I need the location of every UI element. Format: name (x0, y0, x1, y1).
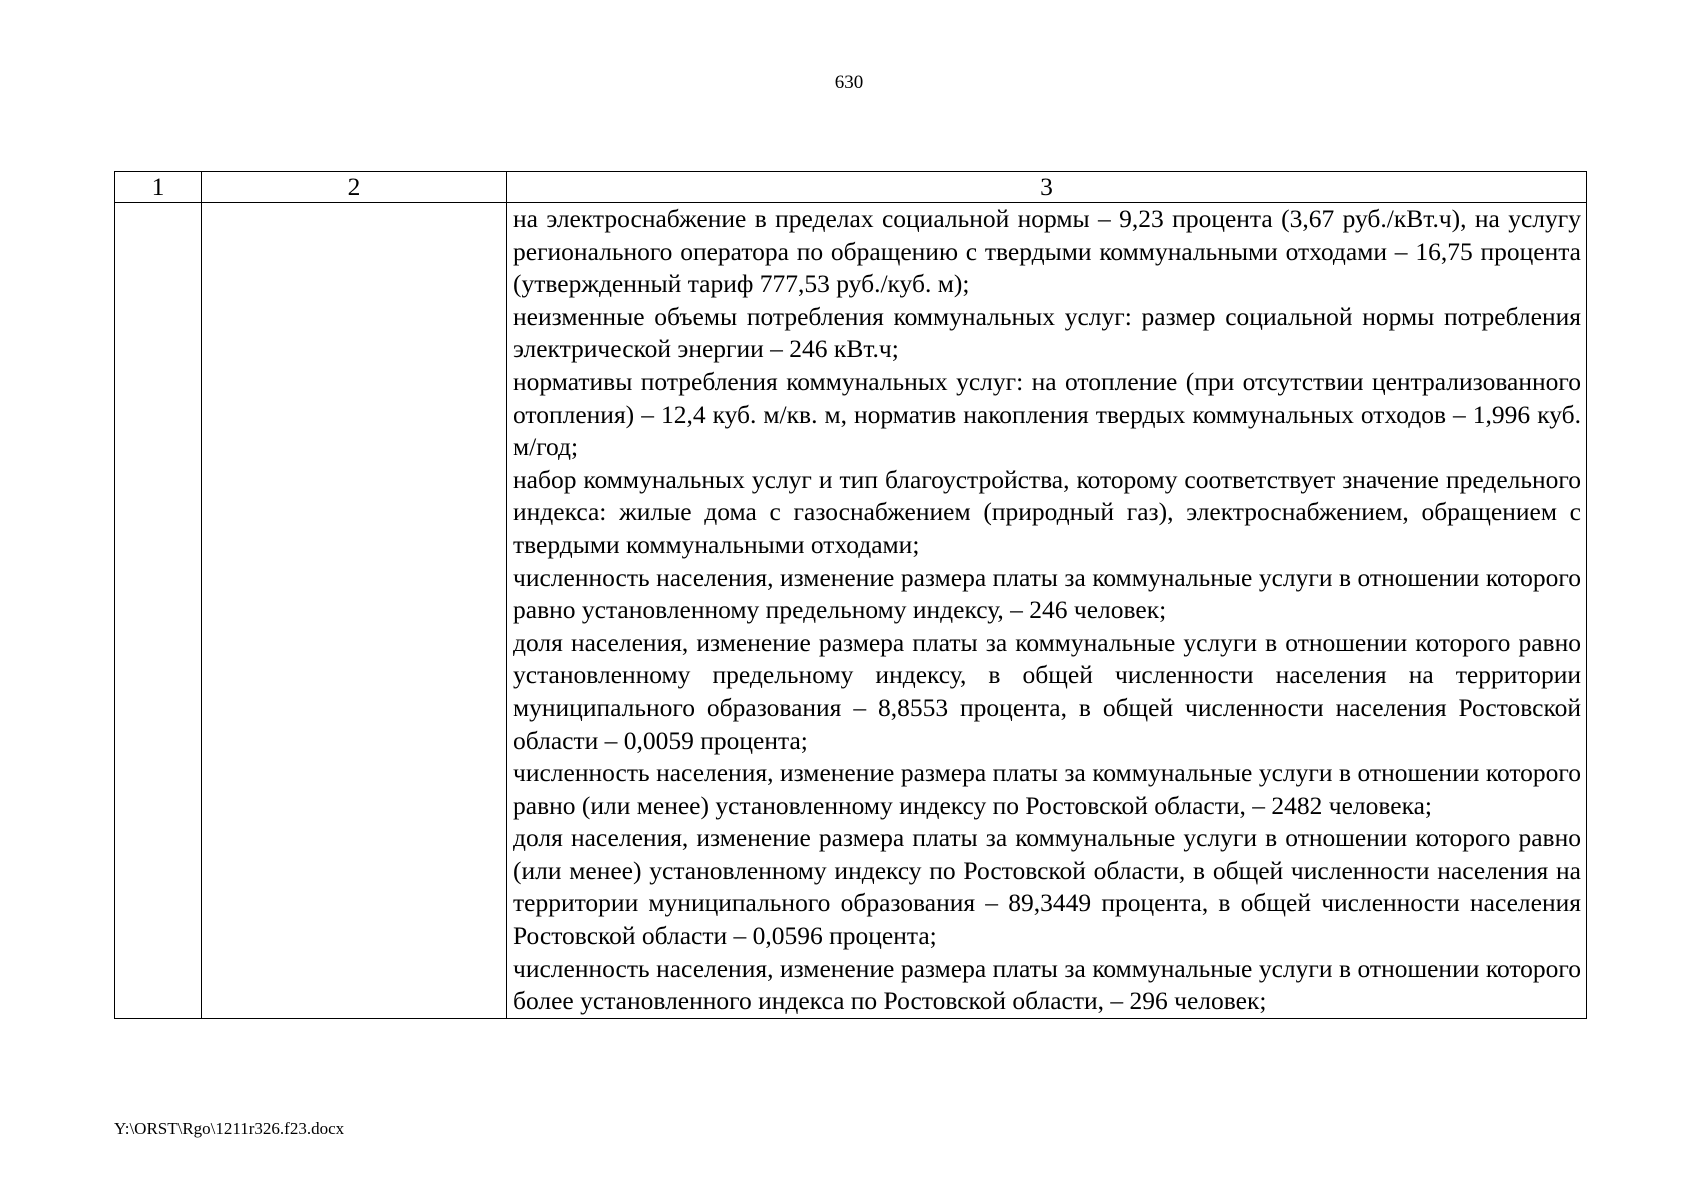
cell-col-1 (115, 203, 202, 1019)
table-row (115, 203, 1587, 1019)
column-header-1: 1 (115, 172, 202, 203)
column-header-3: 3 (507, 172, 1587, 203)
paragraph-electricity-tariff: на электроснабжение в пределах социальной нормы – 9,23 процента (3,67 руб./кВт.ч), на услугу регионального оператора по обращению с твердыми коммунальными отходами – 16,75 процента (утвержденный тариф 777,53 руб./куб. м); (513, 204, 1581, 299)
footer-file-path: Y:\ORST\Rgo\1211r326.f23.docx (114, 1119, 345, 1138)
paragraph-share-equal-index: доля населения, изменение размера платы за коммунальные услуги в отношении которого равно установленному предельному индексу, в общей численности населения на территории муниципального образования – 8,8553 процента, в общей численности населения Ростовской области – 0,0059 процента; (513, 627, 1581, 755)
paragraph-consumption-volumes: неизменные объемы потребления коммунальных услуг: размер социальной нормы потребления электрической энергии – 246 кВт.ч; (513, 301, 1581, 364)
cell-col-2 (202, 203, 507, 1019)
page-number: 630 (834, 72, 864, 93)
paragraph-population-equal-index: численность населения, изменение размера платы за коммунальные услуги в отношении которого равно установленному предельному индексу, – 246 человек; (513, 562, 1581, 625)
document-table (114, 171, 1587, 1019)
table-header-row (115, 172, 1587, 203)
paragraph-utility-set: набор коммунальных услуг и тип благоустройства, которому соответствует значение предельного индекса: жилые дома с газоснабжением (природный газ), электроснабжением, обращением с твердыми коммунальными отходами; (513, 464, 1581, 559)
paragraph-share-equal-or-less: доля населения, изменение размера платы за коммунальные услуги в отношении которого равно (или менее) установленному индексу по Ростовской области, в общей численности населения на территории муниципального образования – 89,3449 процента, в общей численности населения Ростовской области – 0,0596 процента; (513, 823, 1581, 951)
column-header-2: 2 (202, 172, 507, 203)
paragraph-consumption-norms: нормативы потребления коммунальных услуг: на отопление (при отсутствии централизованного отопления) – 12,4 куб. м/кв. м, норматив накопления твердых коммунальных отходов – 1,996 куб. м/год; (513, 366, 1581, 462)
paragraph-population-equal-or-less: численность населения, изменение размера платы за коммунальные услуги в отношении которого равно (или менее) установленному индексу по Ростовской области, – 2482 человека; (513, 758, 1581, 820)
paragraph-population-above-index: численность населения, изменение размера платы за коммунальные услуги в отношении которого более установленного индекса по Ростовской области, – 296 человек; (513, 953, 1581, 1016)
cell-col-3 (507, 203, 1587, 1019)
